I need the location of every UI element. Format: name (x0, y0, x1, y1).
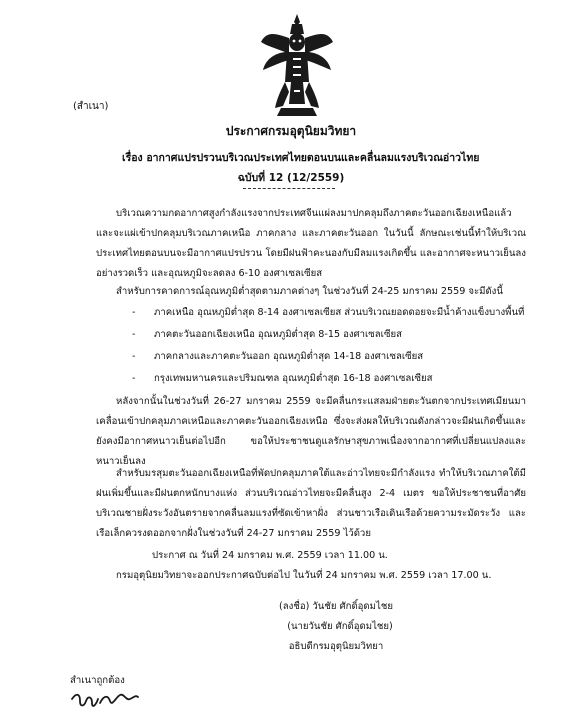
list-item-text: กรุงเทพมหานครและปริมณฑล อุณหภูมิต่ำสุด 16-18 องศาเซลเซียส (154, 373, 433, 384)
garuda-emblem-icon (259, 12, 335, 122)
list-item (132, 368, 532, 390)
list-item (132, 302, 532, 324)
paragraph-3-text: หลังจากนั้นในช่วงวันที่ 26-27 มกราคม 2559 จะมีคลื่นกระแสลมฝ่ายตะวันตกจากประเทศเมียนมาเคลื่อนเข้าปกคลุมภาคเหนือและภาคตะวันออกเฉียงเหนือ ซึ่งจะส่งผลให้บริเวณดังกล่าวจะมีฝนเกิดขึ้นและยังคงมีอากาศหนาวเย็นต่อไปอีก ขอให้ประชาชนดูแลรักษาสุขภาพเนื่องจากอากาศที่เปลี่ยนแปลงและหนาวเย็นลง (96, 396, 526, 467)
signature-line: (ลงชื่อ) วันชัย ศักดิ์อุดมไชย (279, 601, 393, 612)
page-title: ประกาศกรมอุตุนิยมวิทยา (225, 124, 357, 138)
signer-name: (นายวันชัย ศักดิ์อุดมไชย) (287, 621, 393, 632)
list-item-text: ภาคตะวันออกเฉียงเหนือ อุณหภูมิต่ำสุด 8-15 องศาเซลเซียส (154, 329, 402, 340)
issue-number: ฉบับที่ 12 (12/2559) (237, 172, 345, 184)
paragraph-4 (96, 464, 526, 544)
list-item-text: ภาคกลางและภาคตะวันออก อุณหภูมิต่ำสุด 14-18 องศาเซลเซียส (154, 351, 424, 362)
copy-label: (สำเนา) (73, 101, 109, 112)
dash-icon: - (132, 351, 136, 362)
paragraph-1-text: บริเวณความกดอากาศสูงกำลังแรงจากประเทศจีนแผ่ลงมาปกคลุมถึงภาคตะวันออกเฉียงเหนือแล้ว และจะแผ่เข้าปกคลุมบริเวณภาคเหนือ ภาคกลาง และภาคตะวันออก ในวันนี้ ลักษณะเช่นนี้ทำให้บริเวณประเทศไทยตอนบนจะมีอากาศแปรปรวน โดยมีฝนฟ้าคะนองกับมีลมแรงเกิดขึ้น และอากาศจะหนาวเย็นลงอย่างรวดเร็ว และอุณหภูมิจะลดลง 6-10 องศาเซลเซียส (96, 208, 526, 279)
list-item-text: ภาคเหนือ อุณหภูมิต่ำสุด 8-14 องศาเซลเซียส ส่วนบริเวณยอดดอยจะมีน้ำค้างแข็งบางพื้นที่ (154, 307, 525, 318)
paragraph-3 (96, 392, 526, 472)
paragraph-4-text: สำหรับมรสุมตะวันออกเฉียงเหนือที่พัดปกคลุมภาคใต้และอ่าวไทยจะมีกำลังแรง ทำให้บริเวณภาคใต้มีฝนเพิ่มขึ้นและมีฝนตกหนักบางแห่ง ส่วนบริเวณอ่าวไทยจะมีคลื่นสูง 2-4 เมตร ขอให้ประชาชนที่อาศัยบริเวณชายฝั่งระวังอันตรายจากคลื่นลมแรงที่ซัดเข้าหาฝั่ง ส่วนชาวเรือเดินเรือด้วยความระมัดระวัง และเรือเล็กควรงดออกจากฝั่งในช่วงวันที่ 24-27 มกราคม 2559 ไว้ด้วย (96, 468, 526, 539)
list-item (132, 324, 532, 346)
paragraph-2-text: สำหรับการคาดการณ์อุณหภูมิต่ำสุดตามภาคต่างๆ ในช่วงวันที่ 24-25 มกราคม 2559 จะมีดังนี้ (116, 286, 503, 297)
temperature-list (132, 302, 532, 390)
certified-copy-label: สำเนาถูกต้อง (70, 675, 125, 686)
paragraph-2 (96, 282, 526, 302)
list-item (132, 346, 532, 368)
next-issue-notice: กรมอุตุนิยมวิทยาจะออกประกาศฉบับต่อไป ในวันที่ 24 มกราคม พ.ศ. 2559 เวลา 17.00 น. (116, 570, 492, 581)
divider (243, 188, 335, 189)
signer-title: อธิบดีกรมอุตุนิยมวิทยา (288, 641, 384, 652)
dash-icon: - (132, 373, 136, 384)
subject-line: เรื่อง อากาศแปรปรวนบริเวณประเทศไทยตอนบนและคลื่นลมแรงบริเวณอ่าวไทย (122, 152, 480, 164)
dash-icon: - (132, 307, 136, 318)
handwritten-signature-icon (70, 689, 140, 711)
paragraph-1 (96, 204, 526, 284)
announcement-date: ประกาศ ณ วันที่ 24 มกราคม พ.ศ. 2559 เวลา 11.00 น. (152, 550, 388, 561)
dash-icon: - (132, 329, 136, 340)
